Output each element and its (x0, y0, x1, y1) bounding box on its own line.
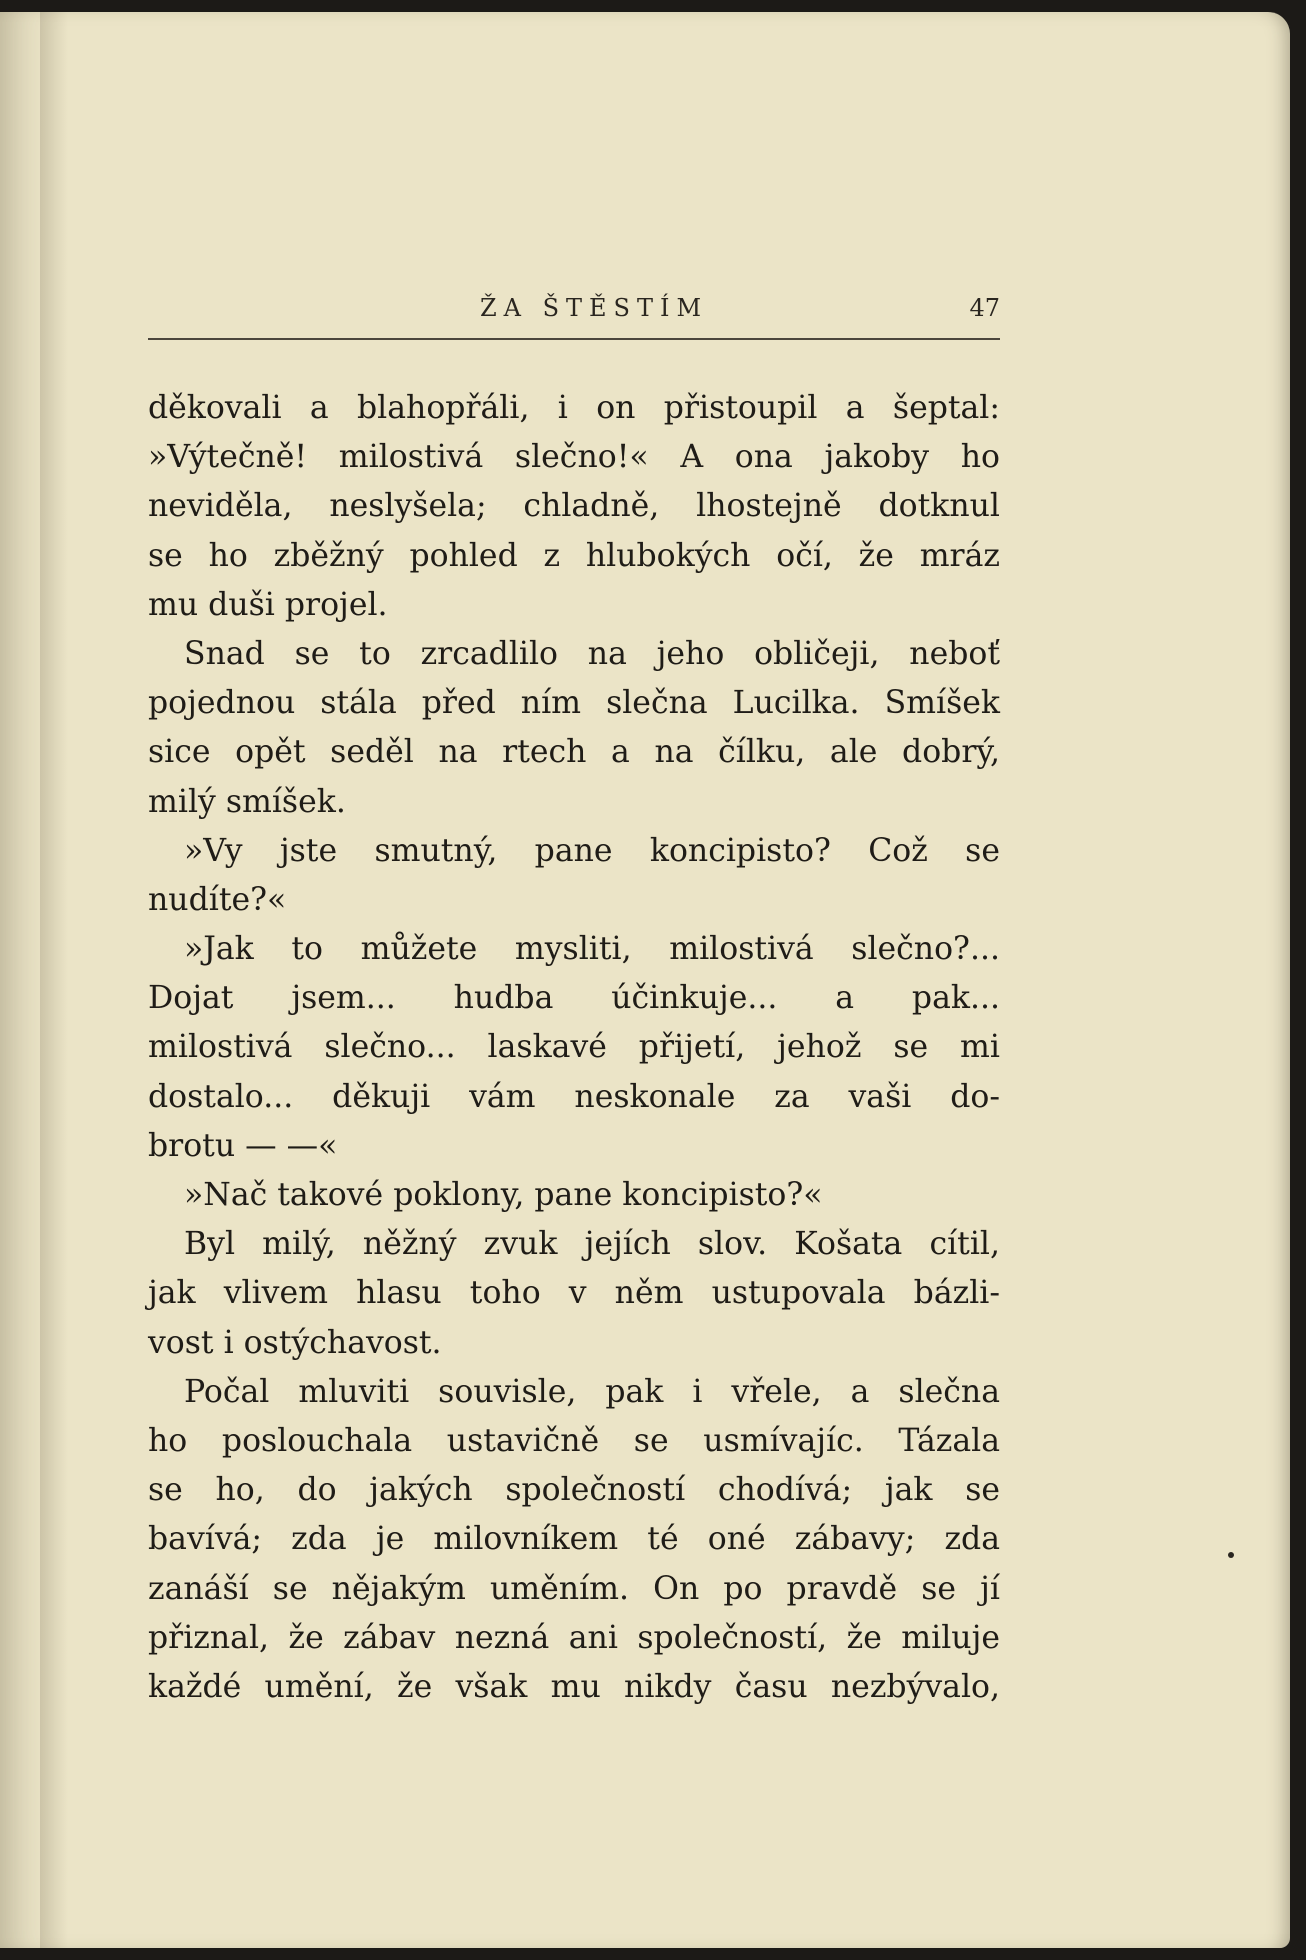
ink-speck (1228, 1552, 1234, 1558)
page-spine-shadow (40, 12, 68, 1948)
text-line: vost i ostýchavost. (148, 1324, 442, 1361)
text-line: »Nač takové poklony, pane koncipisto?« (184, 1177, 823, 1213)
text-line: brotu — —« (148, 1127, 338, 1164)
text-line: milostivá slečno... laskavé přijetí, jehož se mi (148, 1029, 1000, 1066)
text-line: mu duši projel. (148, 586, 388, 623)
text-line: ho poslouchala ustavičně se usmívajíc. Tázala (148, 1422, 1000, 1459)
text-line: bavívá; zda je milovníkem té oné zábavy; zda (148, 1521, 1000, 1558)
text-line: zanáší se nějakým uměním. On po pravdě se jí (148, 1570, 1000, 1607)
running-title: ŽA ŠTĚSTÍM (479, 294, 709, 322)
text-line: »Výtečně! milostivá slečno!« A ona jakoby ho (148, 439, 1000, 476)
text-line: každé umění, že však mu nikdy času nezbývalo, (148, 1668, 1000, 1705)
text-line: milý smíšek. (148, 783, 346, 820)
page-header (148, 294, 1000, 340)
text-line: pojednou stála před ním slečna Lucilka. Smíšek (148, 685, 1000, 722)
text-line: »Jak to můžete mysliti, milostivá slečno?... (184, 931, 1000, 968)
text-line: sice opět seděl na rtech a na čílku, ale dobrý, (148, 734, 1000, 771)
text-line: nudíte?« (148, 881, 287, 918)
text-line: přiznal, že zábav nezná ani společností, že miluje (148, 1619, 1000, 1656)
text-line: se ho, do jakých společností chodívá; jak se (148, 1472, 1000, 1509)
text-line: »Vy jste smutný, pane koncipisto? Což se (184, 832, 1000, 869)
text-line: Dojat jsem... hudba účinkuje... a pak... (148, 980, 1000, 1017)
text-line: neviděla, neslyšela; chladně, lhostejně dotknul (148, 488, 1000, 525)
text-line: Počal mluviti souvisle, pak i vřele, a slečna (184, 1373, 1000, 1410)
text-line: jak vlivem hlasu toho v něm ustupovala bázli- (148, 1275, 1000, 1312)
text-line: dostalo... děkuji vám neskonale za vaši do- (148, 1078, 1000, 1115)
body-text (148, 384, 1000, 1712)
header-rule (148, 338, 1000, 340)
text-line: se ho zběžný pohled z hlubokých očí, že mráz (148, 537, 1000, 574)
text-line: děkovali a blahopřáli, i on přistoupil a šeptal: (148, 390, 1000, 426)
page-number: 47 (969, 294, 1000, 322)
book-page (0, 12, 1290, 1948)
text-line: Byl milý, něžný zvuk jejích slov. Košata cítil, (184, 1226, 1000, 1263)
text-line: Snad se to zrcadlilo na jeho obličeji, neboť (184, 635, 1000, 672)
